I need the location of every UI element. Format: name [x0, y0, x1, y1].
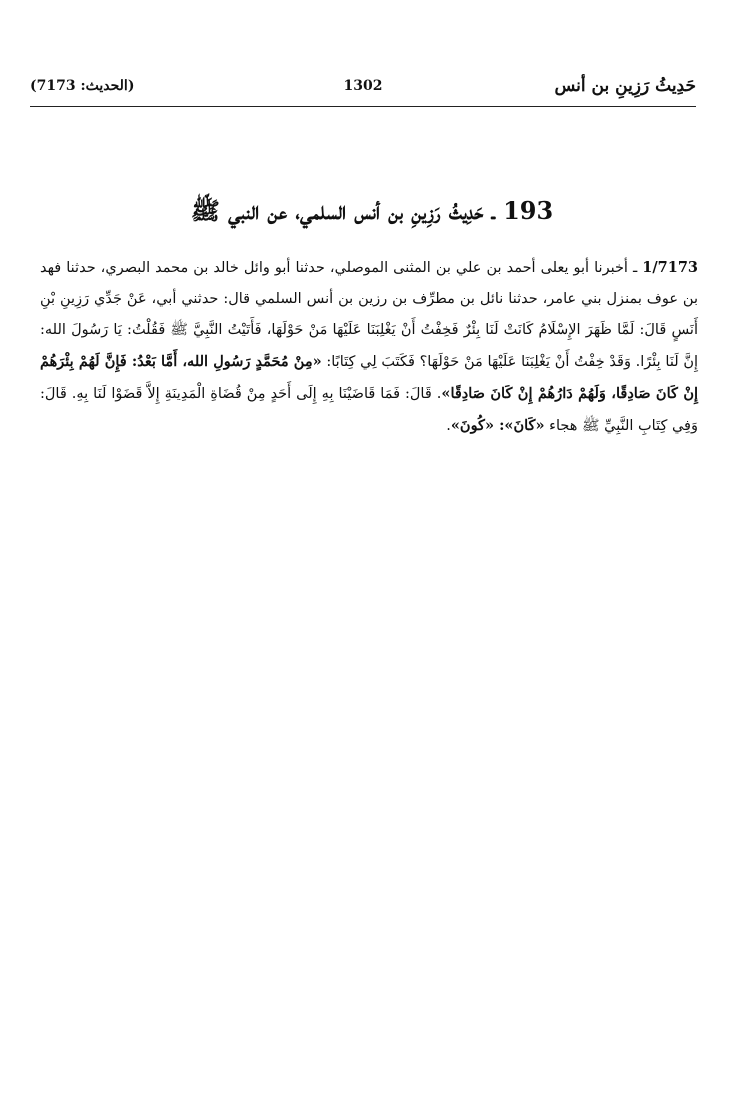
isnad-text: ـ أخبرنا أبو يعلى أحمد بن علي بن المثنى الموصلي، حدثنا أبو وائل خالد بن محمد البصري، حدثنا فهد بن عوف بمنزل بني عامر، حدثنا نائل بن مطرِّف بن رزين بن أنس السلمي قال: حدثني أبي، عَنْ جَدِّي رَزِينِ بْنِ أَنَسٍ قَالَ: لَمَّا ظَهَرَ الإِسْلَامُ كَانَتْ لَنَا بِئْرٌ فَخِفْتُ أَنْ يَغْلِبَنَا عَلَيْهَا مَنْ حَوْلَهَا، فَأَتَيْتُ النَّبِيَّ ﷺ فَقُلْتُ: يَا رَسُولَ الله: إِنَّ لَنَا بِئْرًا. وَقَدْ خِفْتُ أَنْ يَغْلِبَنَا عَلَيْهَا مَنْ حَوْلَهَا؟ فَكَتَبَ لِي كِتَابًا: [40, 260, 698, 370]
prophet-letter: «مِنْ مُحَمَّدٍ رَسُولِ الله، أَمَّا بَعْدُ: فَإِنَّ لَهُمْ بِئْرَهُمْ إِنْ كَانَ صَادِقًا، وَلَهُمْ دَارُهُمْ إِنْ كَانَ صَادِقًا» [40, 353, 698, 402]
page-number: 1302 [343, 78, 383, 94]
section-heading: 193 ـ حَدِيثُ رَزِينِ بن أنس السلمي، عن النبي ﷺ [190, 196, 554, 225]
running-title: حَدِيثُ رَزِينِ بن أنس [554, 76, 696, 96]
running-header [30, 76, 696, 102]
hadith-text [40, 252, 698, 442]
hadith-reference: (الحديث: 7173) [30, 78, 135, 94]
narration-ending: . قَالَ: فَمَا قَاضَيْنَا بِهِ إِلَى أَحَدٍ مِنْ قُضَاةِ الْمَدِينَةِ إِلاَّ قَضَوْا لَنَا بِهِ. قَالَ: وَفِي كِتَابِ النَّبِيِّ ﷺ هجاء [40, 386, 698, 434]
header-rule [30, 106, 696, 107]
final-stop: . [446, 418, 451, 434]
hadith-paragraph [40, 252, 698, 442]
spelling-note: «كَانَ»: «كُونَ» [450, 417, 545, 434]
hadith-number: 1/7173 [642, 259, 698, 276]
